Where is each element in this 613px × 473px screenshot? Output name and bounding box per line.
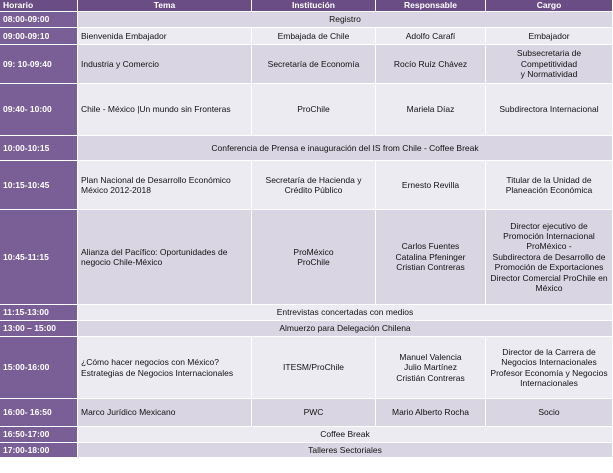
time-cell: 10:00-10:15 [0, 136, 78, 161]
cargo-cell [486, 399, 613, 427]
tema-cell [78, 28, 252, 45]
institucion-line: ProMéxico [293, 246, 334, 257]
responsable-cell [376, 161, 486, 210]
tema-line: Chile - México |Un mundo sin Fronteras [81, 104, 231, 115]
responsable-cell [376, 45, 486, 84]
responsable-line: Mariela Díaz [406, 104, 455, 115]
cargo-line: Negocios Internacionales [501, 357, 597, 368]
responsable-line: Ernesto Revilla [401, 179, 460, 190]
table-row [0, 28, 613, 45]
cargo-line: Titular de la Unidad de [506, 174, 592, 185]
cargo-line: Subdirectora Internacional [499, 104, 599, 115]
table-row [0, 337, 613, 399]
responsable-cell [376, 28, 486, 45]
table-row [0, 84, 613, 136]
table-row [0, 136, 613, 161]
tema-line: Estrategias de Negocios Internacionales [81, 367, 234, 378]
time-cell: 13:00 – 15:00 [0, 321, 78, 337]
institucion-line: Secretaría de Economía [267, 58, 360, 69]
cargo-line: Profesor Economía y Negocios [490, 367, 608, 378]
institucion-cell [252, 210, 376, 305]
cargo-line: Subsecretaria de [516, 48, 582, 59]
responsable-line: Rocío Ruíz Chávez [393, 58, 468, 69]
time-cell: 17:00-18:00 [0, 443, 78, 458]
time-cell: 15:00-16:00 [0, 337, 78, 399]
table-row [0, 45, 613, 84]
cargo-line: Planeación Económica [505, 185, 593, 195]
session-span-cell: Entrevistas concertadas con medios [78, 305, 613, 321]
tema-line: Alianza del Pacífico: Oportunidades de [81, 246, 228, 257]
institucion-line: ProChile [297, 104, 330, 115]
cargo-cell [486, 45, 613, 84]
col-header-institucion: Institución [252, 0, 376, 12]
cargo-cell [486, 337, 613, 399]
responsable-line: Catalina Pfeninger [395, 251, 466, 262]
col-header-horario: Horario [0, 0, 78, 12]
session-span-cell: Almuerzo para Delegación Chilena [78, 321, 613, 337]
responsable-cell [376, 399, 486, 427]
tema-cell [78, 210, 252, 305]
time-cell: 10:45-11:15 [0, 210, 78, 305]
cargo-line: Director Comercial ProChile en [490, 272, 608, 283]
tema-line: negocio Chile-México [81, 257, 163, 267]
cargo-line: México [535, 282, 563, 293]
table-row [0, 443, 613, 458]
tema-cell [78, 399, 252, 427]
session-span-cell: Talleres Sectoriales [78, 443, 613, 458]
table-row [0, 321, 613, 337]
tema-line: México 2012-2018 [81, 185, 151, 195]
tema-cell [78, 337, 252, 399]
tema-line: Plan Nacional de Desarrollo Económico [81, 174, 231, 185]
time-cell: 09: 10-09:40 [0, 45, 78, 84]
table-row [0, 427, 613, 443]
session-span-cell: Conferencia de Prensa e inauguración del IS from Chile - Coffee Break [78, 136, 613, 161]
tema-line: Bienvenida Embajador [81, 30, 167, 41]
time-cell: 10:15-10:45 [0, 161, 78, 210]
cargo-line: Subdirectora de Desarrollo de [492, 251, 606, 262]
table-row [0, 399, 613, 427]
cargo-cell [486, 161, 613, 210]
col-header-tema: Tema [78, 0, 252, 12]
cargo-line: ProMéxico - [526, 241, 572, 252]
institucion-cell [252, 337, 376, 399]
cargo-line: Director de la Carrera de [502, 346, 596, 357]
time-cell: 11:15-13:00 [0, 305, 78, 321]
table-row [0, 305, 613, 321]
institucion-cell [252, 45, 376, 84]
header-row [0, 0, 613, 12]
responsable-line: Manuel Valencia [399, 351, 462, 362]
tema-cell [78, 84, 252, 136]
responsable-cell [376, 337, 486, 399]
tema-line: ¿Cómo hacer negocios con México? [81, 357, 219, 368]
table-row [0, 161, 613, 210]
cargo-cell [486, 210, 613, 305]
responsable-line: Cristian Contreras [396, 262, 465, 273]
responsable-cell [376, 84, 486, 136]
cargo-line: Embajador [528, 30, 570, 41]
tema-line: Industria y Comercio [81, 58, 159, 69]
col-header-cargo: Cargo [486, 0, 613, 12]
table-row [0, 210, 613, 305]
institucion-line: Crédito Público [284, 185, 343, 195]
institucion-cell [252, 84, 376, 136]
institucion-line: Secretaría de Hacienda y [265, 174, 362, 185]
institucion-line: ProChile [297, 257, 330, 267]
cargo-line: Director ejecutivo de [510, 220, 588, 231]
institucion-line: Embajada de Chile [277, 30, 350, 41]
col-header-responsable: Responsable [376, 0, 486, 12]
session-span-cell: Coffee Break [78, 427, 613, 443]
time-cell: 09:40- 10:00 [0, 84, 78, 136]
cargo-line: Internacionales [520, 377, 578, 388]
time-cell: 16:50-17:00 [0, 427, 78, 443]
time-cell: 09:00-09:10 [0, 28, 78, 45]
responsable-line: Cristián Contreras [396, 372, 465, 383]
responsable-line: Julio Martínez [404, 362, 457, 373]
time-cell: 08:00-09:00 [0, 12, 78, 28]
institucion-cell [252, 28, 376, 45]
session-span-cell: Registro [78, 12, 613, 28]
cargo-line: Competitividad [520, 58, 578, 69]
responsable-line: Adolfo Carafí [405, 30, 456, 41]
cargo-line: Socio [538, 407, 560, 418]
institucion-cell [252, 161, 376, 210]
tema-line: Marco Jurídico Mexicano [81, 407, 176, 418]
cargo-line: Promoción de Exportaciones [494, 262, 604, 273]
tema-cell [78, 45, 252, 84]
responsable-cell [376, 210, 486, 305]
cargo-cell [486, 28, 613, 45]
cargo-line: Promoción Internacional [503, 231, 595, 242]
table-row [0, 12, 613, 28]
time-cell: 16:00- 16:50 [0, 399, 78, 427]
cargo-line: y Normatividad [520, 69, 578, 80]
responsable-line: Carlos Fuentes [401, 241, 460, 252]
institucion-line: PWC [303, 407, 324, 418]
tema-cell [78, 161, 252, 210]
institucion-line: ITESM/ProChile [283, 362, 344, 373]
institucion-cell [252, 399, 376, 427]
cargo-cell [486, 84, 613, 136]
agenda-body [0, 12, 613, 458]
responsable-line: Mario Alberto Rocha [391, 407, 469, 418]
